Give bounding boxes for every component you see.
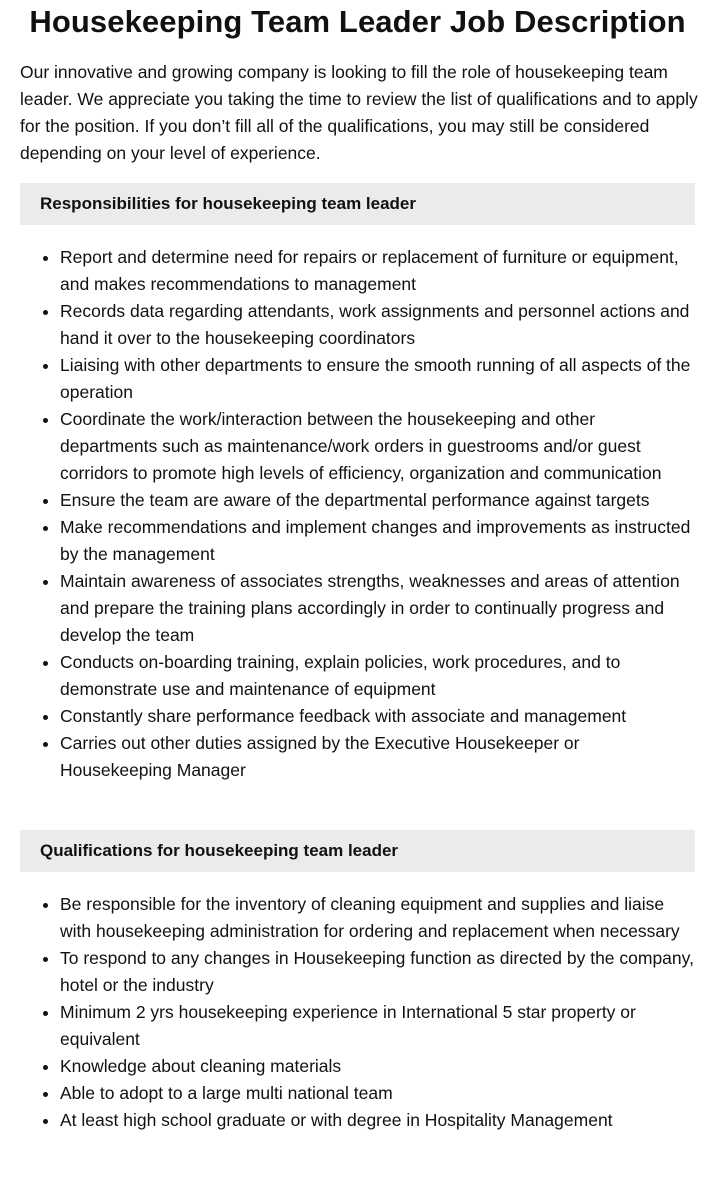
list-item: • Minimum 2 yrs housekeeping experience in International 5 star property or equivalent (60, 999, 695, 1053)
list-item: • Conducts on-boarding training, explain policies, work procedures, and to demonstrate use and maintenance of equipment (60, 649, 695, 703)
list-item: • Be responsible for the inventory of cleaning equipment and supplies and liaise with housekeeping administration for ordering and replacement when necessary (60, 891, 695, 945)
page-title: Housekeeping Team Leader Job Description (29, 4, 686, 39)
responsibilities-list (20, 244, 695, 784)
qualifications-heading: Qualifications for housekeeping team leader (40, 841, 399, 860)
list-item: • Make recommendations and implement changes and improvements as instructed by the management (60, 514, 695, 568)
list-item: • Able to adopt to a large multi national team (60, 1080, 695, 1107)
qualifications-list (20, 891, 695, 1134)
list-item: • At least high school graduate or with degree in Hospitality Management (60, 1107, 695, 1134)
list-item: • Knowledge about cleaning materials (60, 1053, 695, 1080)
list-item: • Liaising with other departments to ensure the smooth running of all aspects of the operation (60, 352, 695, 406)
list-item: • Maintain awareness of associates strengths, weaknesses and areas of attention and prepare the training plans accordingly in order to continually progress and develop the team (60, 568, 695, 649)
list-item: • Ensure the team are aware of the departmental performance against targets (60, 487, 695, 514)
list-item: • Records data regarding attendants, work assignments and personnel actions and hand it over to the housekeeping coordinators (60, 298, 695, 352)
list-item: • Coordinate the work/interaction between the housekeeping and other departments such as maintenance/work orders in guestrooms and/or guest corridors to promote high levels of efficiency, organization and communication (60, 406, 695, 487)
intro-paragraph: Our innovative and growing company is looking to fill the role of housekeeping team leader. We appreciate you taking the time to review the list of qualifications and to apply for the position. If you don’t fill all of the qualifications, you may still be considered depending on your level of experience. (20, 62, 698, 163)
list-item: • Constantly share performance feedback with associate and management (60, 703, 695, 730)
list-item: • Carries out other duties assigned by the Executive Housekeeper or Housekeeping Manager (60, 730, 695, 784)
list-item: • To respond to any changes in Housekeeping function as directed by the company, hotel or the industry (60, 945, 695, 999)
list-item: • Report and determine need for repairs or replacement of furniture or equipment, and makes recommendations to management (60, 244, 695, 298)
responsibilities-heading: Responsibilities for housekeeping team leader (40, 194, 416, 213)
qualifications-section-header (20, 830, 695, 872)
responsibilities-section-header (20, 183, 695, 225)
